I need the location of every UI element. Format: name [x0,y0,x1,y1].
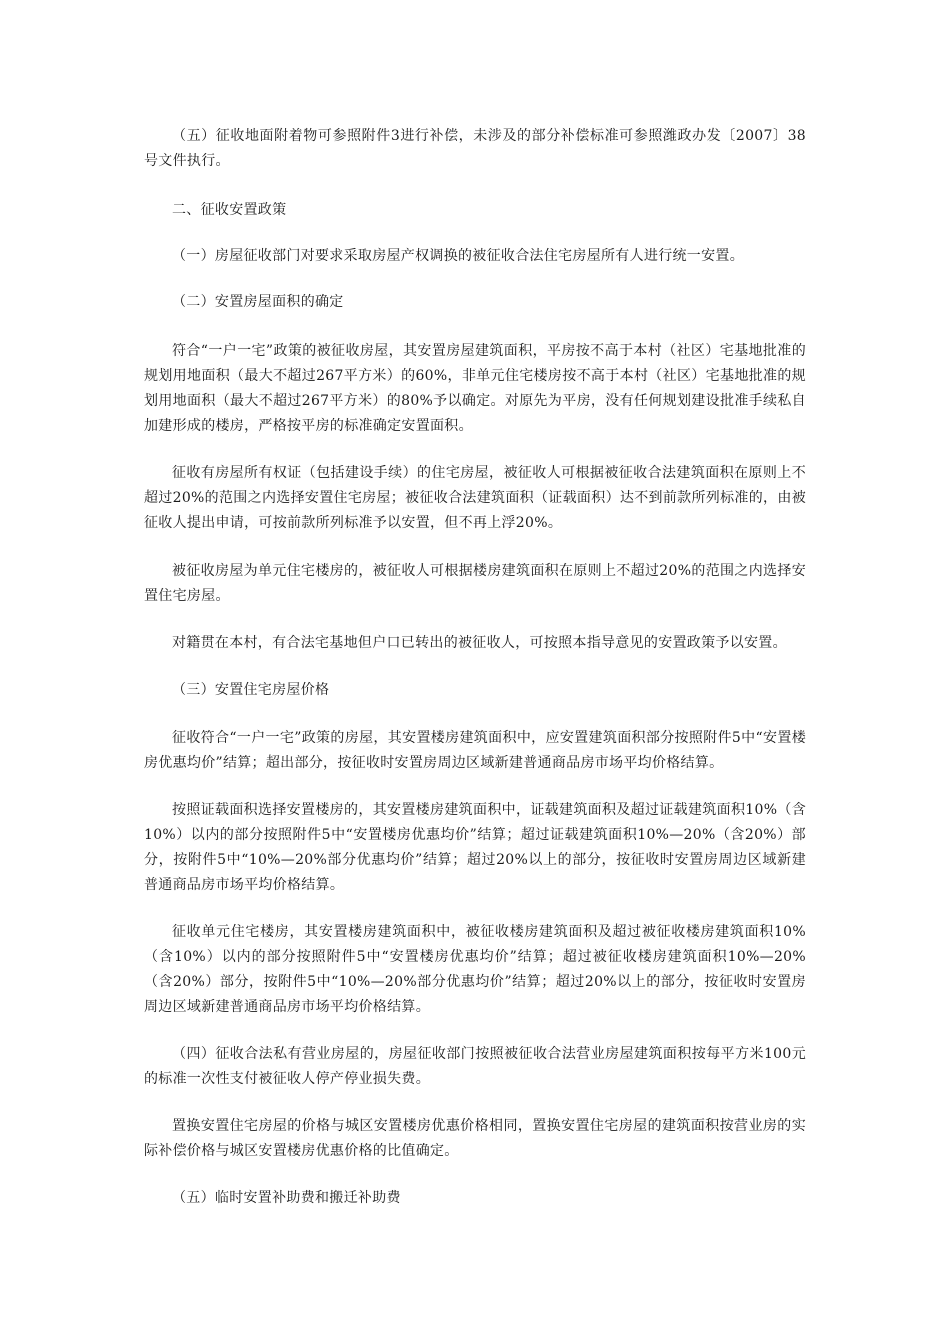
subheading-temporary-allowance: （五）临时安置补助费和搬迁补助费 [172,1190,401,1206]
subheading-area-determination: （二）安置房屋面积的确定 [172,294,344,310]
paragraph-native-residents: 对籍贯在本村，有合法宅基地但户口已转出的被征收人，可按照本指导意见的安置政策予以安置。 [172,635,787,651]
paragraph-one-household-one-house: 符合“一户一宅”政策的被征收房屋，其安置房屋建筑面积，平房按不高于本村（社区）宅基地批准的规划用地面积（最大不超过267平方米）的60%，非单元住宅楼房按不高于本村（社区）宅基地批准的规划用地面积（最大不超过267平方米）的80%予以确定。对原先为平房，没有任何规划建设批准手续私自加建形成的楼房，严格按平房的标准确定安置面积。 [144,343,806,434]
paragraph-price-one-household: 征收符合“一户一宅”政策的房屋，其安置楼房建筑面积中，应安置建筑面积部分按照附件5中“安置楼房优惠均价”结算；超出部分，按征收时安置房周边区域新建普通商品房市场平均价格结算。 [144,730,806,771]
paragraph-business-premises: （四）征收合法私有营业房屋的，房屋征收部门按照被征收合法营业房屋建筑面积按每平方米100元的标准一次性支付被征收人停产停业损失费。 [144,1046,806,1087]
section-heading-resettlement-policy: 二、征收安置政策 [172,202,287,218]
paragraph-attachments-compensation: （五）征收地面附着物可参照附件3进行补偿，未涉及的部分补偿标准可参照潍政办发〔2007〕38号文件执行。 [144,128,806,169]
paragraph-unified-resettlement: （一）房屋征收部门对要求采取房屋产权调换的被征收合法住宅房屋所有人进行统一安置。 [172,248,744,264]
paragraph-price-unit-residential: 征收单元住宅楼房，其安置楼房建筑面积中，被征收楼房建筑面积及超过被征收楼房建筑面积10%（含10%）以内的部分按照附件5中“安置楼房优惠均价”结算；超过被征收楼房建筑面积10%—20%（含20%）部分，按附件5中“10%—20%部分优惠均价”结算；超过20%以上的部分，按征收时安置房周边区域新建普通商品房市场平均价格结算。 [144,924,806,1015]
paragraph-price-certified-area: 按照证载面积选择安置楼房的，其安置楼房建筑面积中，证载建筑面积及超过证载建筑面积10%（含10%）以内的部分按照附件5中“安置楼房优惠均价”结算；超过证载建筑面积10%—20%（含20%）部分，按附件5中“10%—20%部分优惠均价”结算；超过20%以上的部分，按征收时安置房周边区域新建普通商品房市场平均价格结算。 [144,802,806,893]
paragraph-unit-residential: 被征收房屋为单元住宅楼房的，被征收人可根据楼房建筑面积在原则上不超过20%的范围之内选择安置住宅房屋。 [144,563,806,604]
subheading-housing-price: （三）安置住宅房屋价格 [172,682,330,698]
paragraph-ownership-certificate: 征收有房屋所有权证（包括建设手续）的住宅房屋，被征收人可根据被征收合法建筑面积在原则上不超过20%的范围之内选择安置住宅房屋；被征收合法建筑面积（证载面积）达不到前款所列标准的，由被征收人提出申请，可按前款所列标准予以安置，但不再上浮20%。 [144,465,806,531]
paragraph-replacement-price: 置换安置住宅房屋的价格与城区安置楼房优惠价格相同，置换安置住宅房屋的建筑面积按营业房的实际补偿价格与城区安置楼房优惠价格的比值确定。 [144,1118,806,1159]
